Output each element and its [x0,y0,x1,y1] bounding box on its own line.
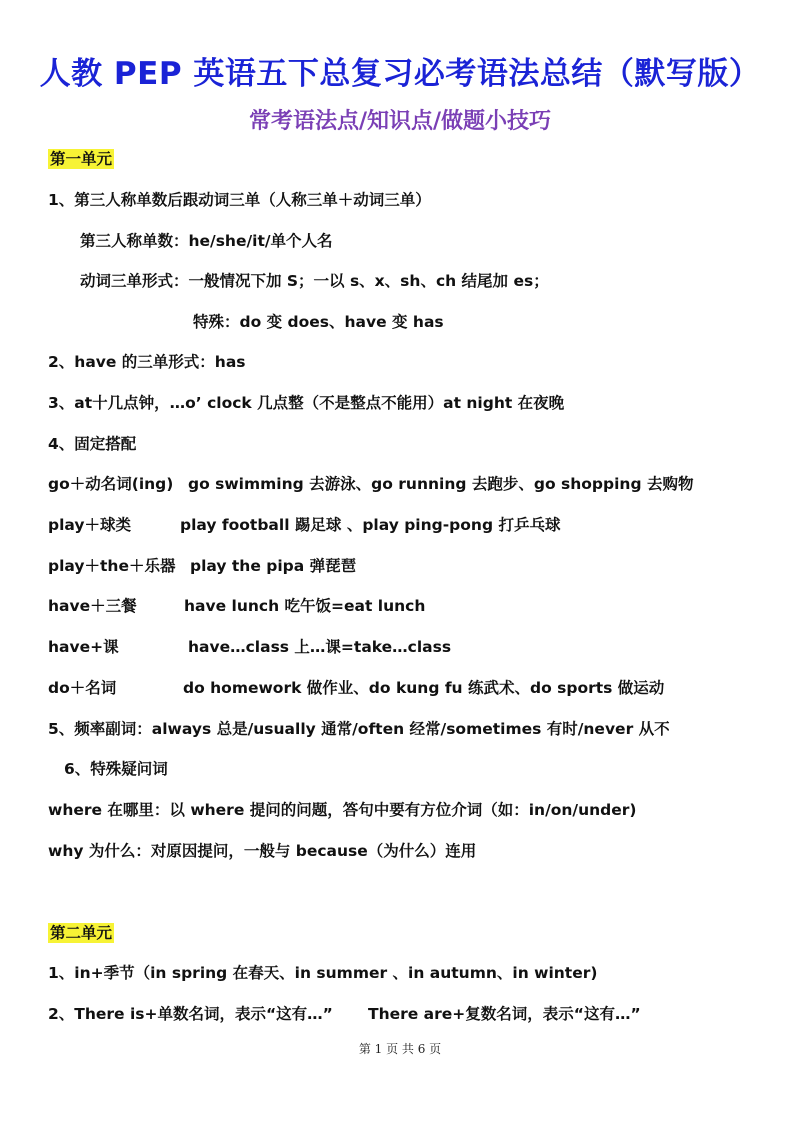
page-title: 人教 PEP 英语五下总复习必考语法总结（默写版） [39,56,761,92]
unit1-line-3: 动词三单形式：一般情况下加 S；一以 s、x、sh、ch 结尾加 es； [80,272,549,290]
unit1-heading-label: 第一单元 [50,150,113,168]
unit1-line-17: why 为什么：对原因提问，一般与 because（为什么）连用 [48,842,477,860]
unit1-line-12-right: have…class 上…课=take…class [188,638,452,656]
unit1-line-9-left: play＋球类 [48,516,131,534]
unit2-heading [48,922,114,944]
page-number-footer: 第 1 页 共 6 页 [358,1042,442,1056]
unit1-line-12-left: have+课 [48,638,119,656]
unit1-line-11-right: have lunch 吃午饭=eat lunch [184,597,426,615]
unit2-heading-label: 第二单元 [50,924,113,942]
unit1-line-11-left: have＋三餐 [48,597,137,615]
unit1-line-6: 3、at十几点钟，…o’ clock 几点整（不是整点不能用）at night 在夜晚 [48,394,565,412]
unit1-line-10-left: play＋the＋乐器 [48,557,176,575]
page-subtitle: 常考语法点/知识点/做题小技巧 [248,109,552,134]
unit1-heading [48,148,114,170]
unit1-line-13-right: do homework 做作业、do kung fu 练武术、do sports 做运动 [183,679,665,697]
unit1-line-5: 2、have 的三单形式：has [48,353,246,371]
unit1-line-15: 6、特殊疑问词 [64,760,168,778]
unit1-line-14: 5、频率副词：always 总是/usually 通常/often 经常/sometimes 有时/never 从不 [48,720,670,738]
unit1-line-9-right: play football 踢足球 、play ping-pong 打乒乓球 [180,516,561,534]
unit2-line-2-left: 2、There is+单数名词，表示“这有…” [48,1005,333,1023]
unit1-line-1: 1、第三人称单数后跟动词三单（人称三单＋动词三单） [48,191,431,209]
unit1-line-8-right: go swimming 去游泳、go running 去跑步、go shopping 去购物 [188,475,694,493]
unit1-line-13-left: do＋名词 [48,679,117,697]
unit1-line-2: 第三人称单数：he/she/it/单个人名 [80,232,333,250]
unit2-line-1: 1、in+季节（in spring 在春天、in summer 、in autumn、in winter) [48,964,598,982]
unit1-line-8-left: go＋动名词(ing) [48,475,174,493]
unit1-line-4: 特殊：do 变 does、have 变 has [193,313,444,331]
unit1-line-16: where 在哪里：以 where 提问的问题，答句中要有方位介词（如：in/on/under) [48,801,637,819]
unit2-line-2-right: There are+复数名词，表示“这有…” [368,1005,641,1023]
unit1-line-7: 4、固定搭配 [48,435,137,453]
unit1-line-10-right: play the pipa 弹琵琶 [190,557,357,575]
